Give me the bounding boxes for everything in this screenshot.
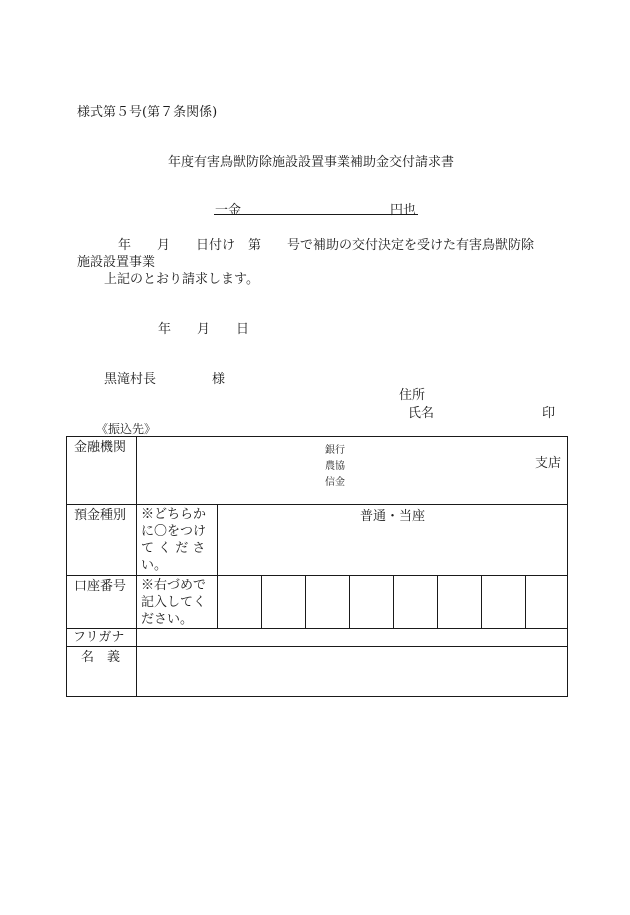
account-note-line: 記入してく (141, 595, 207, 610)
holder-label: 名 義 (81, 650, 121, 665)
branch-label: 支店 (535, 456, 562, 471)
account-digit-cell[interactable] (394, 576, 438, 629)
body-line-1: 年 月 日付け 第 号で補助の交付決定を受けた有害鳥獣防除 (118, 238, 535, 253)
account-label: 口座番号 (74, 579, 127, 594)
bank-label: 金融機関 (74, 440, 127, 455)
furigana-input-cell[interactable] (137, 629, 568, 647)
transfer-table (66, 436, 568, 697)
bank-type-list (325, 443, 345, 491)
body-line-2: 施設設置事業 (77, 255, 156, 270)
holder-input-cell[interactable] (137, 647, 568, 697)
amount-suffix: 円也 (390, 203, 417, 218)
bank-type-credit-union: 信金 (325, 477, 345, 488)
deposit-label-cell (67, 505, 137, 576)
holder-row (67, 647, 568, 697)
account-digit-cell[interactable] (350, 576, 394, 629)
deposit-note-cell (137, 505, 218, 576)
bank-row (67, 437, 568, 505)
addressee-name: 黒滝村長 (104, 372, 157, 387)
deposit-options-cell[interactable] (218, 505, 568, 576)
bank-type-bank: 銀行 (325, 445, 345, 456)
holder-label-cell (67, 647, 137, 697)
bank-input-cell[interactable] (137, 437, 568, 505)
account-note-cell (137, 576, 218, 629)
account-digit-cell[interactable] (306, 576, 350, 629)
name-label: 氏名 (408, 406, 435, 421)
form-number: 様式第５号(第７条関係) (77, 105, 218, 120)
addressee-honorific: 様 (212, 372, 226, 387)
account-note-line: ※右づめで (141, 578, 207, 593)
document-title: 年度有害鳥獣防除施設設置事業補助金交付請求書 (168, 155, 455, 170)
bank-label-cell (67, 437, 137, 505)
amount-underline (214, 214, 418, 215)
account-digit-cell[interactable] (526, 576, 568, 629)
furigana-label-cell (67, 629, 137, 647)
furigana-label: フリガナ (73, 630, 125, 645)
account-row (67, 576, 568, 629)
seal-mark: 印 (542, 406, 556, 421)
account-digit-cell[interactable] (482, 576, 526, 629)
account-label-cell (67, 576, 137, 629)
deposit-note-line: ※どちらか (141, 507, 207, 522)
transfer-heading: 《振込先》 (96, 422, 157, 436)
account-digit-cell[interactable] (438, 576, 482, 629)
deposit-note-line: て く だ さ (141, 541, 206, 556)
deposit-row (67, 505, 568, 576)
account-note-line: ださい。 (141, 612, 194, 627)
address-label: 住所 (399, 388, 426, 403)
deposit-options: 普通・当座 (360, 509, 426, 524)
deposit-note-line: に〇をつけ (141, 524, 207, 539)
deposit-note-line: い。 (141, 558, 168, 573)
furigana-row (67, 629, 568, 647)
account-digit-cell[interactable] (262, 576, 306, 629)
bank-type-agri-coop: 農協 (325, 461, 345, 472)
deposit-label: 預金種別 (74, 508, 127, 523)
date-line: 年 月 日 (158, 322, 250, 337)
body-line-3: 上記のとおり請求します。 (104, 272, 259, 287)
account-digit-cell[interactable] (218, 576, 262, 629)
amount-prefix: 一金 (215, 203, 242, 218)
